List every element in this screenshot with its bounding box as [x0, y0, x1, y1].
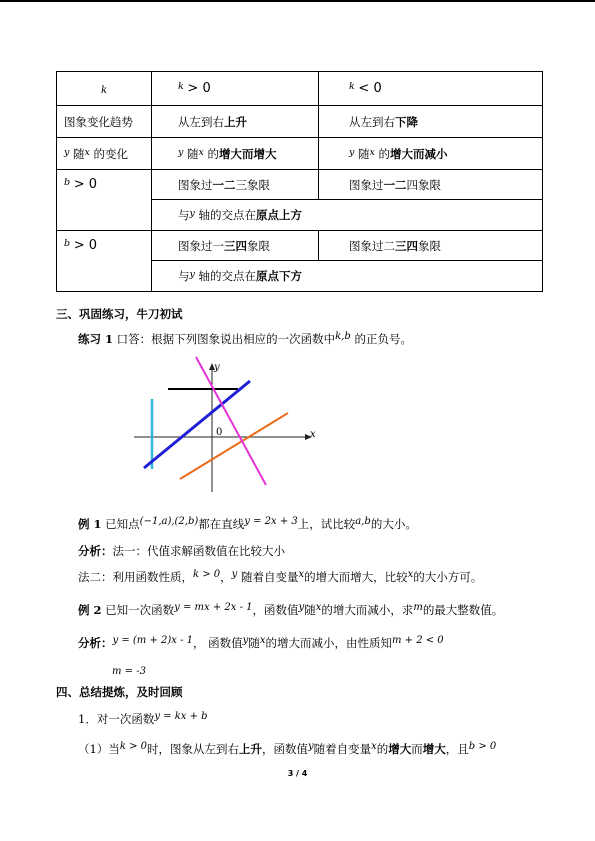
section4-title: 四、总结提炼，及时回顾 — [56, 685, 183, 699]
summary-item1-1: （1）当k > 0时，图象从左到右上升，函数值y随着自变量x的增大而增大，且b > 0 — [78, 741, 497, 756]
table-row: $^b$ > 0 图象过一二三象限 图象过一二四象限 — [57, 170, 543, 200]
exercise-graph — [128, 354, 328, 496]
table-row: $^b$ > 0 图象过一三四象限 图象过二三四象限 — [57, 231, 543, 261]
method2: 法二：利用函数性质，k > 0，y 随着自变量x的增大而增大，比较x的大小方可。 — [78, 569, 483, 584]
properties-table — [56, 71, 543, 292]
orange-line — [180, 413, 288, 479]
section3-title: 三、巩固练习，牛刀初试 — [56, 307, 183, 321]
magenta-line — [196, 357, 266, 485]
summary-item1: 1．对一次函数y = kx + b — [78, 711, 208, 726]
trend-label: 图象变化趋势 — [57, 106, 152, 138]
example2: 例 2 已知一次函数y = mx + 2x - 1，函数值y随x的增大而减小，求m的最大整数值。 — [78, 602, 504, 617]
k-header: k — [100, 84, 108, 96]
analysis1: 分析：法一：代值求解函数值在比较大小 — [78, 544, 285, 558]
answer2: m = -3 — [112, 666, 146, 677]
analysis2: 分析：y = (m + 2)x - 1， 函数值y随x的增大而减小，由性质知m + 2 < 0 — [78, 635, 444, 650]
exercise1: 练习 1 口答：根据下列图象说出相应的一次函数中k,b 的正负号。 — [78, 331, 412, 346]
x-axis-label: x — [310, 429, 316, 440]
blue-line — [144, 381, 250, 468]
table-row: 与$^y$ 轴的交点在原点上方 — [57, 200, 543, 231]
origin-label: 0 — [216, 427, 223, 438]
table-row: 图象变化趋势 从左到右上升 从左到右下降 — [57, 106, 543, 138]
page-number: 3 / 4 — [287, 769, 308, 778]
example1: 例 1 已知点(−1,a),(2,b)都在直线y = 2x + 3上，试比较a,b的大小。 — [78, 516, 417, 531]
table-row: $^y$ 随$^x$ 的变化 $^y$ 随$^x$ 的增大而增大 $^y$ 随$^x$ 的增大而减小 — [57, 138, 543, 170]
y-axis-label: y — [214, 362, 220, 373]
page-top-rule — [0, 0, 595, 2]
table-row: 与$^y$ 轴的交点在原点下方 — [57, 261, 543, 292]
table-row: k $^k$ > 0 $^k$ < 0 — [57, 72, 543, 106]
